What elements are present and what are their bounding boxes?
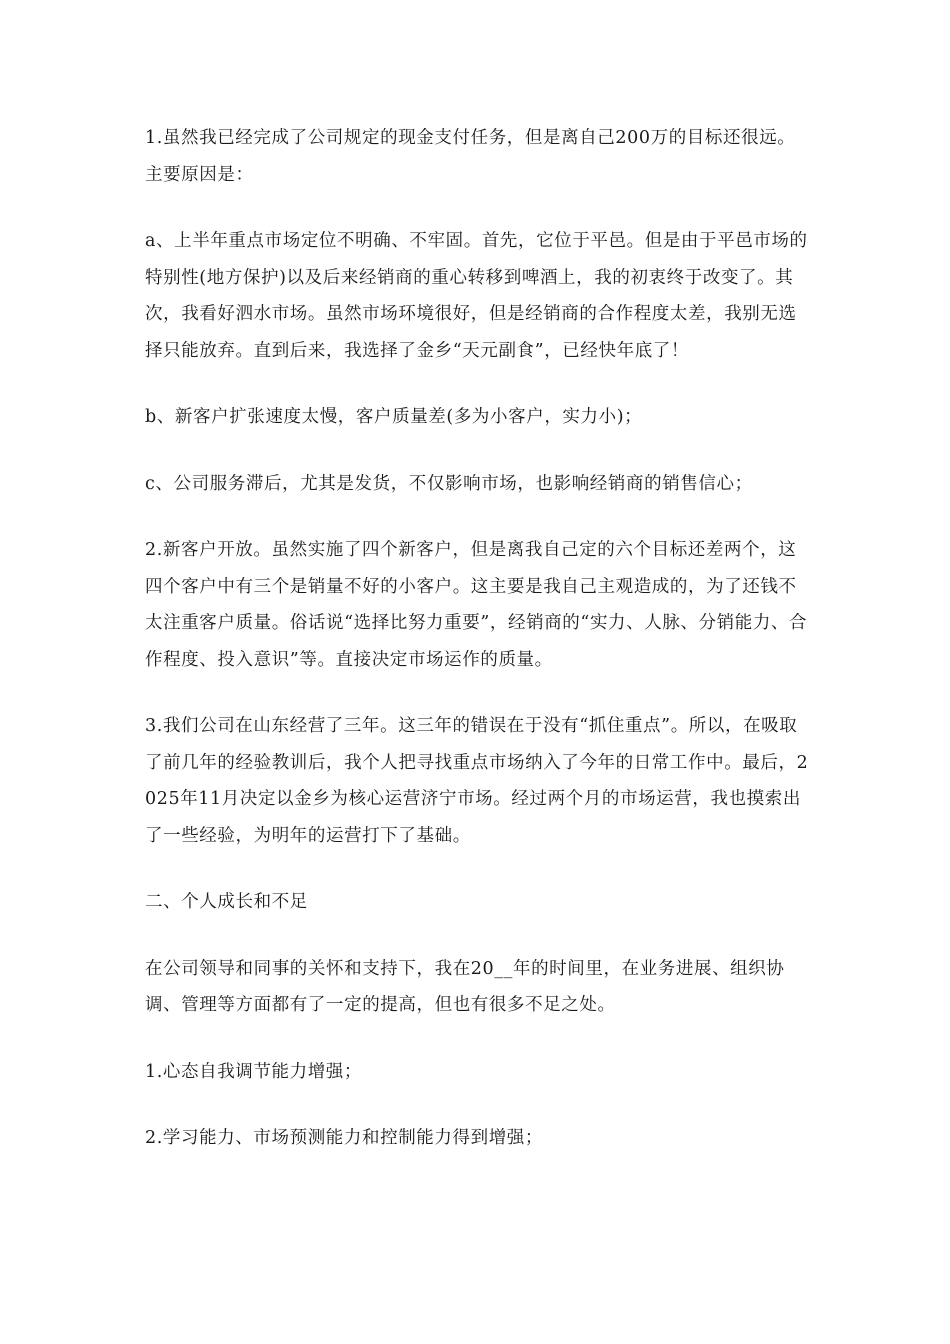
paragraph-service-lag: c、公司服务滞后，尤其是发货，不仅影响市场，也影响经销商的销售信心； [145,473,753,494]
section-heading-growth: 二、个人成长和不足 [145,892,308,912]
list-item-mindset: 1.心态自我调节能力增强； [145,1061,362,1082]
document-page [145,120,813,1187]
list-item-learning: 2.学习能力、市场预测能力和控制能力得到增强； [145,1128,543,1148]
paragraph-market-positioning: a、上半年重点市场定位不明确、不牢固。首先，它位于平邑。但是由于平邑市场的特别性(地方保护)以及后来经销商的重心转移到啤酒上，我的初衷终于改变了。其次，我看好泗水市场。虽然市场环境很好，但是经销商的合作程度太差，我别无选择只能放弃。直到后来，我选择了金乡“天元副食”，已经快年底了！ [145,231,808,361]
paragraph-cash-target: 1.虽然我已经完成了公司规定的现金支付任务，但是离自己200万的目标还很远。主要原因是： [145,128,796,185]
paragraph-growth-intro: 在公司领导和同事的关怀和支持下，我在20__年的时间里，在业务进展、组织协调、管理等方面都有了一定的提高，但也有很多不足之处。 [145,958,785,1015]
paragraph-new-customer-expansion: b、新客户扩张速度太慢，客户质量差(多为小客户，实力小)； [145,407,643,427]
paragraph-new-customer-opening: 2.新客户开放。虽然实施了四个新客户，但是离我自己定的六个目标还差两个，这四个客户中有三个是销量不好的小客户。这主要是我自己主观造成的，为了还钱不太注重客户质量。俗话说“选择比努力重要”，经销商的“实力、人脉、分销能力、合作程度、投入意识”等。直接决定市场运作的质量。 [145,540,808,670]
paragraph-shandong-operations: 3.我们公司在山东经营了三年。这三年的错误在于没有“抓住重点”。所以，在吸取了前几年的经验教训后，我个人把寻找重点市场纳入了今年的日常工作中。最后，2025年11月决定以金乡为核心运营济宁市场。经过两个月的市场运营，我也摸索出了一些经验，为明年的运营打下了基础。 [145,716,809,846]
